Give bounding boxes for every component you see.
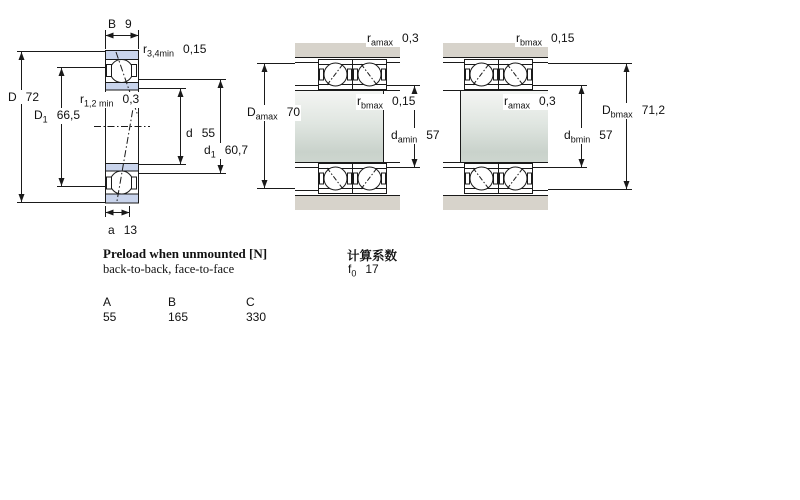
preload-title: Preload when unmounted [N] [103, 246, 268, 261]
dim-value: 0,15 [392, 94, 416, 108]
dim-subscript: 1 [210, 149, 216, 160]
bottom-ball [110, 171, 133, 194]
preload-col-B: B [168, 295, 177, 309]
cage-segment [354, 69, 358, 80]
cage-segment [382, 69, 386, 80]
housing-block [295, 196, 400, 210]
dim-symbol: D [34, 108, 43, 122]
dim-label-rbmax [356, 94, 416, 110]
housing-block [443, 196, 548, 210]
dim-symbol: a [108, 223, 115, 237]
dim-label-D1 [33, 108, 81, 124]
cage-segment [500, 69, 504, 80]
dim-value: 57 [426, 128, 440, 142]
mounted-pair-a-view [257, 43, 420, 210]
cage-segment [107, 65, 112, 77]
dim-value: 72 [25, 90, 40, 104]
dim-subscript: amax [508, 100, 531, 111]
bearing-pair-bottom [319, 164, 387, 194]
dim-symbol: d [186, 126, 193, 140]
cage-segment [500, 173, 504, 184]
bearing-pair-bottom [465, 164, 533, 194]
dim-value: 0,3 [402, 31, 419, 45]
cage-segment [466, 173, 470, 184]
dim-label-Damax [246, 105, 301, 121]
dim-value: 71,2 [641, 103, 666, 117]
cage-segment [348, 69, 352, 80]
cage-segment [466, 69, 470, 80]
factors-title: 计算系数 [347, 249, 398, 263]
dim-value: 13 [123, 223, 138, 237]
dim-symbol: d [564, 128, 571, 142]
dim-value: 9 [125, 17, 132, 31]
factor-subscript: 0 [351, 268, 357, 279]
cage-segment [528, 69, 532, 80]
dim-symbol: r [504, 94, 508, 108]
dim-label-d [185, 126, 216, 140]
dim-symbol: D [8, 90, 17, 104]
dim-label-dbmin [563, 128, 614, 144]
mounted-pair-b-view [443, 43, 632, 210]
cage-segment [107, 177, 112, 189]
dim-subscript: bmax [610, 109, 633, 120]
dim-symbol: r [80, 92, 84, 106]
dim-label-Dbmax [601, 103, 666, 119]
dim-subscript: amax [255, 111, 278, 122]
dim-label-B [107, 17, 133, 31]
dim-subscript: bmax [520, 37, 543, 48]
cage-segment [528, 173, 532, 184]
dim-subscript: amax [371, 37, 394, 48]
cage-segment [132, 65, 137, 77]
dim-value: 66,5 [56, 108, 81, 122]
bearing-pair-top [319, 60, 387, 90]
factor-value: 17 [365, 262, 379, 276]
cage-segment [132, 177, 137, 189]
dim-symbol: r [357, 94, 361, 108]
dim-value: 0,3 [539, 94, 556, 108]
factor-f0 [347, 262, 380, 278]
dim-symbol: r [367, 31, 371, 45]
dim-subscript: 3,4min [147, 48, 175, 59]
preload-value-B: 165 [168, 310, 189, 324]
dim-symbol: r [516, 31, 520, 45]
cage-segment [382, 173, 386, 184]
bearing-pair-top [465, 60, 533, 90]
dim-value: 70 [286, 105, 301, 119]
preload-col-A: A [103, 295, 112, 309]
preload-col-C: C [246, 295, 255, 309]
factor-symbol: f [348, 262, 352, 276]
dim-value: 57 [599, 128, 613, 142]
dim-label-rbmax-2 [515, 31, 575, 47]
dim-symbol: r [143, 42, 147, 56]
dim-label-damin [390, 128, 441, 144]
dim-symbol: D [247, 105, 256, 119]
cage-segment [348, 173, 352, 184]
dim-label-ramax [366, 31, 420, 47]
dim-label-D [7, 90, 40, 104]
dim-label-d1 [203, 143, 249, 159]
dim-subscript: 1 [42, 114, 48, 125]
dim-label-r12min [79, 92, 140, 108]
cage-segment [354, 173, 358, 184]
dim-symbol: D [602, 103, 611, 117]
dim-value: 0,3 [122, 92, 140, 106]
dim-subscript: amin [397, 134, 418, 145]
top-ball [110, 60, 133, 83]
cage-segment [320, 173, 324, 184]
dim-subscript: bmin [570, 134, 591, 145]
dim-value: 0,15 [183, 42, 207, 56]
preload-value-A: 55 [103, 310, 117, 324]
cage-segment [494, 173, 498, 184]
dim-symbol: B [108, 17, 117, 31]
dim-label-ramax-2 [503, 94, 557, 110]
dim-subscript: 1,2 min [84, 98, 114, 109]
dim-value: 60,7 [224, 143, 249, 157]
dim-label-a [107, 223, 138, 237]
dim-symbol: d [391, 128, 398, 142]
dim-subscript: bmax [361, 100, 384, 111]
cage-segment [320, 69, 324, 80]
dim-symbol: d [204, 143, 211, 157]
dim-value: 0,15 [551, 31, 575, 45]
dim-value: 55 [201, 126, 216, 140]
preload-subtitle: back-to-back, face-to-face [103, 262, 235, 276]
preload-value-C: 330 [246, 310, 267, 324]
cage-segment [494, 69, 498, 80]
dim-label-r34min [142, 42, 207, 58]
